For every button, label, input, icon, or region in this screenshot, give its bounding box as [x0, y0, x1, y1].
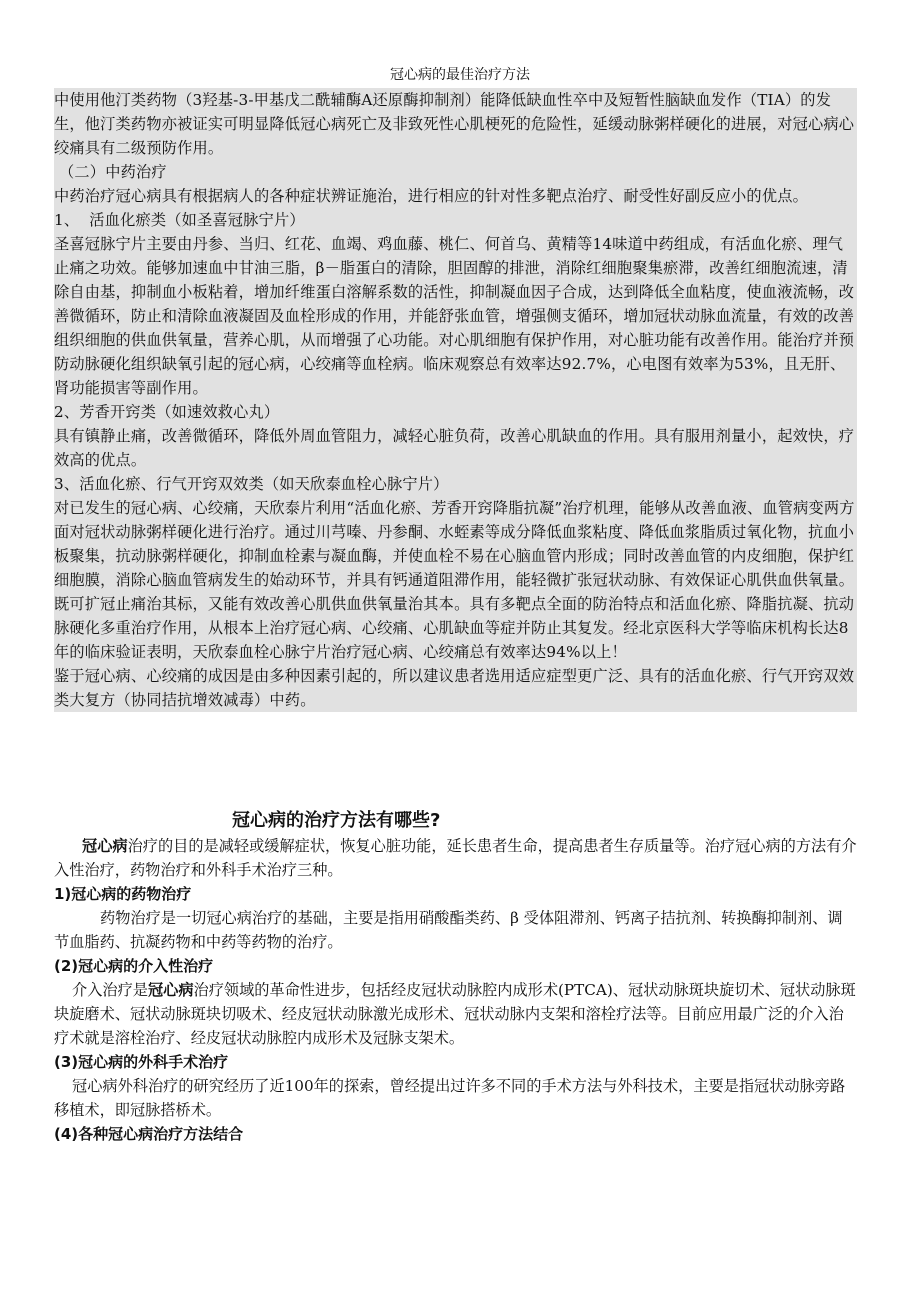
shaded-text-block	[54, 88, 857, 712]
paragraph-tcm-intro: 中药治疗冠心病具有根据病人的各种症状辨证施治，进行相应的针对性多靶点治疗、耐受性好副反应小的优点。	[54, 187, 808, 205]
heading-tcm-treatment: （二）中药治疗	[54, 163, 167, 181]
heading-surgery: (3)冠心病的外科手术治疗	[54, 1053, 229, 1071]
paragraph-tianxintai: 对已发生的冠心病、心绞痛，天欣泰片利用“活血化瘀、芳香开窍降脂抗凝”治疗机理，能够从改善血液、血管病变两方面对冠状动脉粥样硬化进行治疗。通过川芎嗪、丹参酮、水蛭素等成分降低血浆粘度、降低血浆脂质过氧化物，抗血小板聚集，抗动脉粥样硬化，抑制血栓素与凝血酶，并使血栓不易在心脑血管内形成；同时改善血管的内皮细胞，保护红细胞膜，消除心脑血管病发生的始动环节，并具有钙通道阻滞作用，能轻微扩张冠状动脉、有效保证心肌供血供氧量。既可扩冠止痛治其标，又能有效改善心肌供血供氧量治其本。具有多靶点全面的防治特点和活血化瘀、降脂抗凝、抗动脉硬化多重治疗作用，从根本上治疗冠心病、心绞痛、心肌缺血等症并防止其复发。经北京医科大学等临床机构长达8年的临床验证表明，天欣泰血栓心脉宁片治疗冠心病、心绞痛总有效率达94%以上！	[54, 499, 855, 661]
treatment-section	[54, 808, 857, 1146]
heading-aromatic: 2、芳香开窍类（如速效救心丸）	[54, 403, 280, 421]
interventional-lead: 介入治疗是	[72, 981, 148, 999]
heading-drug-therapy: 1)冠心病的药物治疗	[54, 885, 192, 903]
heading-dual-effect: 3、活血化瘀、行气开窍双效类（如天欣泰血栓心脉宁片）	[54, 475, 449, 493]
keyword-coronary: 冠心病	[82, 837, 128, 855]
paragraph-recommendation: 鉴于冠心病、心绞痛的成因是由多种因素引起的，所以建议患者选用适应症型更广泛、具有的活血化瘀、行气开窍双效类大复方（协同拮抗增效减毒）中药。	[54, 667, 855, 709]
intro-text: 治疗的目的是减轻或缓解症状，恢复心脏功能，延长患者生命，提高患者生存质量等。治疗冠心病的方法有介入性治疗，药物治疗和外科手术治疗三种。	[54, 837, 857, 879]
paragraph-statins: 中使用他汀类药物（3羟基-3-甲基戊二酰辅酶A还原酶抑制剂）能降低缺血性卒中及短暂性脑缺血发作（TIA）的发生，他汀类药物亦被证实可明显降低冠心病死亡及非致死性心肌梗死的危险性，延缓动脉粥样硬化的进展，对冠心病心绞痛具有二级预防作用。	[54, 91, 855, 157]
heading-blood-activating: 1、 活血化瘀类（如圣喜冠脉宁片）	[54, 211, 305, 229]
page-title: 冠心病的最佳治疗方法	[390, 67, 530, 83]
paragraph-surgery: 冠心病外科治疗的研究经历了近100年的探索，曾经提出过许多不同的手术方法与外科技术，主要是指冠状动脉旁路移植术，即冠脉搭桥术。	[54, 1077, 846, 1119]
keyword-coronary-2: 冠心病	[147, 981, 194, 999]
heading-interventional: (2)冠心病的介入性治疗	[54, 957, 214, 975]
paragraph-suxiao: 具有镇静止痛，改善微循环，降低外周血管阻力，减轻心脏负荷，改善心肌缺血的作用。具有服用剂量小，起效快，疗效高的优点。	[54, 427, 855, 469]
paragraph-interventional	[54, 978, 857, 1050]
heading-combined: (4)各种冠心病治疗方法结合	[54, 1125, 244, 1143]
paragraph-shengxi: 圣喜冠脉宁片主要由丹参、当归、红花、血竭、鸡血藤、桃仁、何首乌、黄精等14味道中药组成，有活血化瘀、理气止痛之功效。能够加速血中甘油三脂，β－脂蛋白的清除，胆固醇的排泄，消除红细胞聚集瘀滞，改善红细胞流速，清除自由基，抑制血小板粘着，增加纤维蛋白溶解系数的活性，抑制凝血因子合成，达到降低全血粘度，使血液流畅，改善微循环，防止和清除血液凝固及血栓形成的作用，并能舒张血管，增强侧支循环，增加冠状动脉血流量，有效的改善组织细胞的供血供氧量，营养心肌，从而增强了心功能。对心肌细胞有保护作用，对心脏功能有改善作用。能治疗并预防动脉硬化组织缺氧引起的冠心病，心绞痛等血栓病。临床观察总有效率达92.7%，心电图有效率为53%，且无肝、肾功能损害等副作用。	[54, 235, 855, 397]
interventional-text: 治疗领域的革命性进步，包括经皮冠状动脉腔内成形术(PTCA)、冠状动脉斑块旋切术、冠状动脉斑块旋磨术、冠状动脉斑块切吸术、经皮冠状动脉激光成形术、冠状动脉内支架和溶栓疗法等。目前应用最广泛的介入治疗术就是溶栓治疗、经皮冠状动脉腔内成形术及冠脉支架术。	[54, 981, 856, 1047]
section-title: 冠心病的治疗方法有哪些?	[232, 810, 441, 831]
paragraph-drug-therapy: 药物治疗是一切冠心病治疗的基础，主要是指用硝酸酯类药、β 受体阻滞剂、钙离子拮抗剂、转换酶抑制剂、调节血脂药、抗凝药物和中药等药物的治疗。	[54, 909, 843, 951]
paragraph-treatment-intro	[54, 834, 857, 882]
